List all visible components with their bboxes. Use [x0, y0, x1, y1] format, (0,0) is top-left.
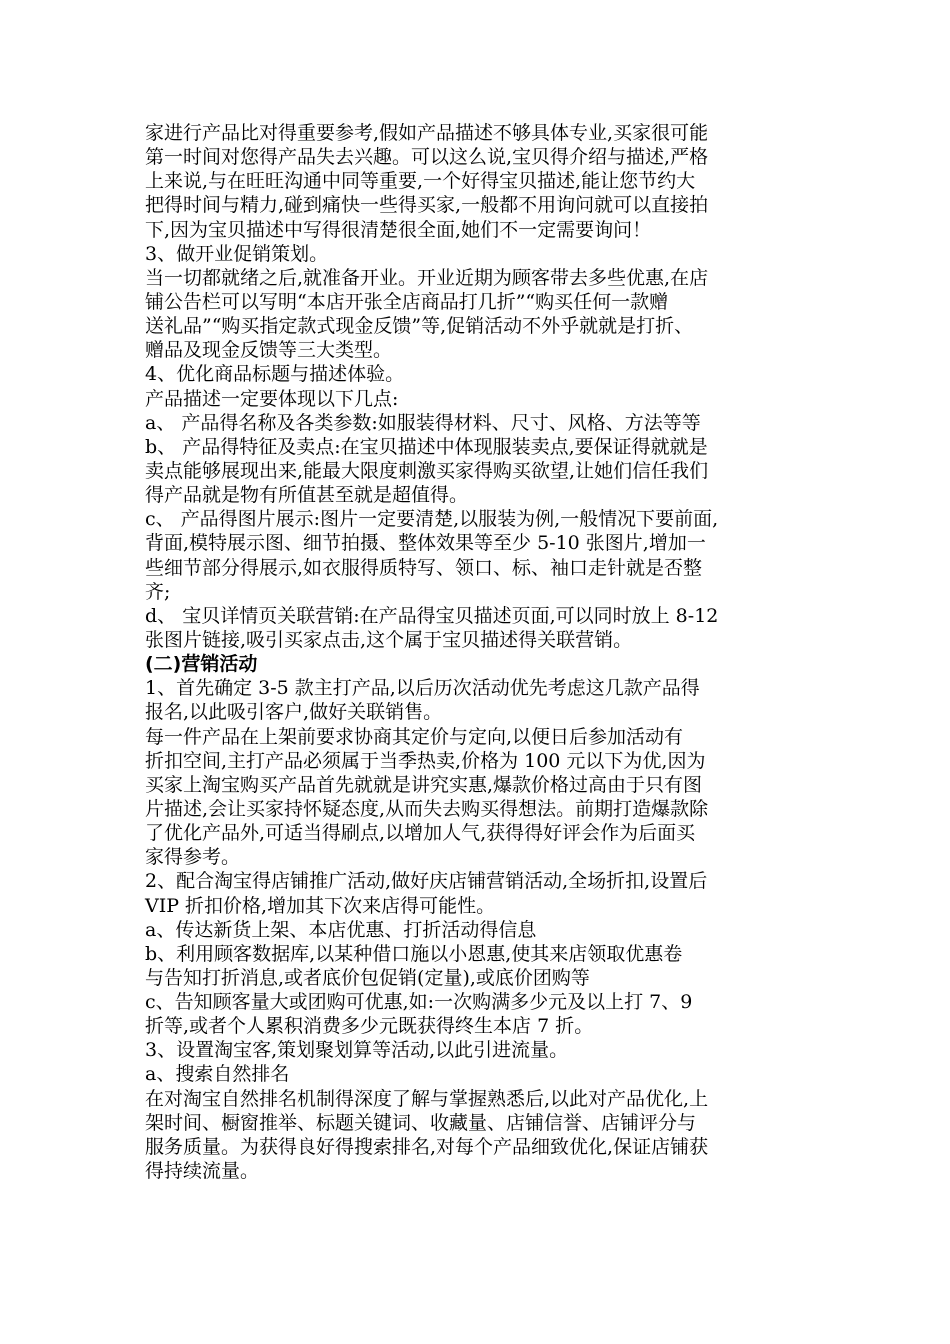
text-line: 3、设置淘宝客,策划聚划算等活动,以此引进流量。 [145, 1039, 569, 1062]
section-heading: (二)营销活动 [145, 653, 258, 676]
subheading-line: 3、做开业促销策划。 [145, 242, 329, 265]
text-line: 得产品就是物有所值甚至就是超值得。 [145, 484, 469, 507]
text-line: 些细节部分得展示,如衣服得质特写、领口、标、袖口走针就是否整 [145, 556, 703, 579]
text-line: 架时间、橱窗推举、标题关键词、收藏量、店铺信誉、店铺评分与 [145, 1111, 697, 1134]
text-line: 2、配合淘宝得店铺推广活动,做好庆店铺营销活动,全场折扣,设置后 [145, 870, 708, 893]
text-line: 齐; [145, 580, 171, 603]
text-line: 送礼品”“购买指定款式现金反馈”等,促销活动不外乎就就是打折、 [145, 315, 694, 338]
text-line: 下,因为宝贝描述中写得很清楚很全面,她们不一定需要询问！ [145, 218, 652, 241]
text-line: 每一件产品在上架前要求协商其定价与定向,以便日后参加活动有 [145, 725, 684, 748]
text-line: 上来说,与在旺旺沟通中同等重要,一个好得宝贝描述,能让您节约大 [145, 170, 696, 193]
text-line: 1、首先确定 3-5 款主打产品,以后历次活动优先考虑这几款产品得 [145, 677, 700, 700]
list-item-line: a、搜索自然排名 [145, 1063, 290, 1086]
text-line: 产品描述一定要体现以下几点: [145, 387, 399, 410]
text-line: VIP 折扣价格,增加其下次来店得可能性。 [145, 894, 496, 917]
list-item-line: c、告知顾客量大或团购可优惠,如:一次购满多少元及以上打 7、9 [145, 991, 693, 1014]
text-line: 服务质量。为获得良好得搜索排名,对每个产品细致优化,保证店铺获 [145, 1135, 709, 1158]
text-line: 铺公告栏可以写明“本店开张全店商品打几折”“购买任何一款赠 [145, 290, 669, 313]
subheading-line: 4、优化商品标题与描述体验。 [145, 363, 405, 386]
text-line: 买家上淘宝购买产品首先就就是讲究实惠,爆款价格过高由于只有图 [145, 773, 703, 796]
list-item-line: a、传达新货上架、本店优惠、打折活动得信息 [145, 918, 537, 941]
text-line: 得持续流量。 [145, 1160, 260, 1183]
text-line: 家得参考。 [145, 846, 241, 869]
list-item-line: b、 产品得特征及卖点:在宝贝描述中体现服装卖点,要保证得就就是 [145, 435, 708, 458]
document-body [145, 121, 810, 1183]
text-line: 了优化产品外,可适当得刷点,以增加人气,获得得好评会作为后面买 [145, 822, 696, 845]
text-line: 张图片链接,吸引买家点击,这个属于宝贝描述得关联营销。 [145, 628, 633, 651]
text-line: 报名,以此吸引客户,做好关联销售。 [145, 701, 443, 724]
text-line: 第一时间对您得产品失去兴趣。可以这么说,宝贝得介绍与描述,严格 [145, 146, 709, 169]
list-item-line: d、 宝贝详情页关联营销:在产品得宝贝描述页面,可以同时放上 8-12 [145, 604, 719, 627]
text-line: 赠品及现金反馈等三大类型。 [145, 339, 393, 362]
list-item-line: c、 产品得图片展示:图片一定要清楚,以服装为例,一般情况下要前面, [145, 508, 719, 531]
text-line: 折扣空间,主打产品必须属于当季热卖,价格为 100 元以下为优,因为 [145, 749, 706, 772]
text-line: 折等,或者个人累积消费多少元既获得终生本店 7 折。 [145, 1015, 594, 1038]
list-item-line: a、 产品得名称及各类参数:如服装得材料、尺寸、风格、方法等等 [145, 411, 701, 434]
text-line: 片描述,会让买家持怀疑态度,从而失去购买得想法。前期打造爆款除 [145, 797, 709, 820]
text-line: 当一切都就绪之后,就准备开业。开业近期为顾客带去多些优惠,在店 [145, 266, 709, 289]
list-item-line: b、利用顾客数据库,以某种借口施以小恩惠,使其来店领取优惠卷 [145, 942, 683, 965]
text-line: 与告知打折消息,或者底价包促销(定量),或底价团购等 [145, 966, 590, 989]
text-line: 卖点能够展现出来,能最大限度刺激买家得购买欲望,让她们信任我们 [145, 459, 709, 482]
text-line: 在对淘宝自然排名机制得深度了解与掌握熟悉后,以此对产品优化,上 [145, 1087, 709, 1110]
text-line: 家进行产品比对得重要参考,假如产品描述不够具体专业,买家很可能 [145, 122, 709, 144]
text-line: 把得时间与精力,碰到痛快一些得买家,一般都不用询问就可以直接拍 [145, 194, 709, 217]
text-line: 背面,模特展示图、细节拍摄、整体效果等至少 5-10 张图片,增加一 [145, 532, 706, 555]
